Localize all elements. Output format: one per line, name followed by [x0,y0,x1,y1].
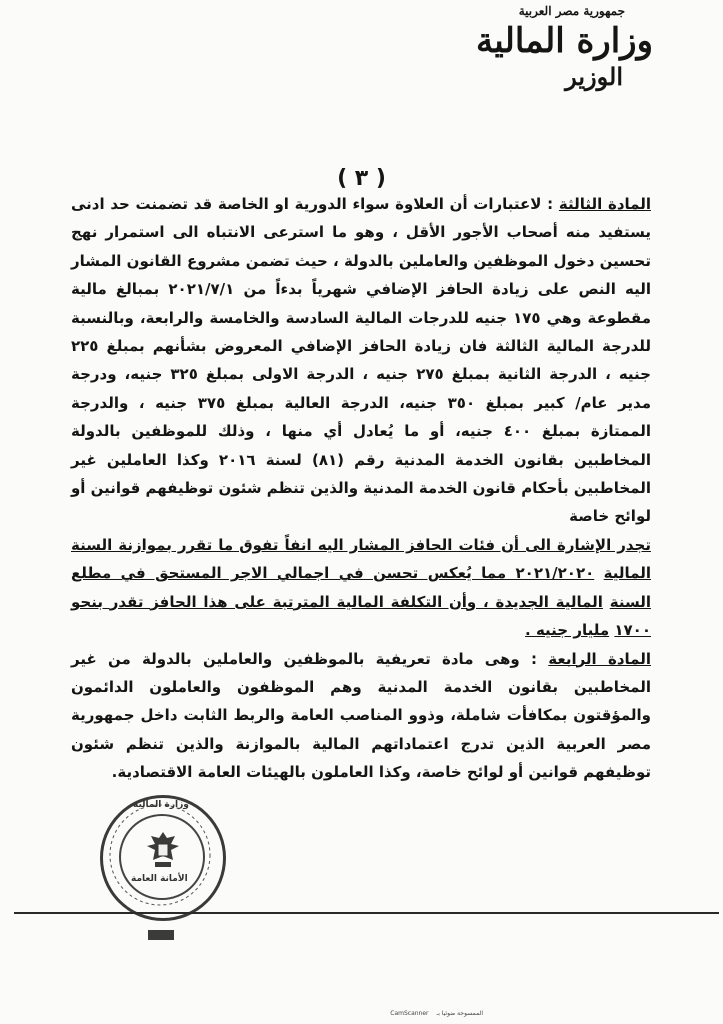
scanner-text: الممسوحة ضوئيا بـ [436,1010,483,1017]
reference-line-1: تجدر الإشارة الى أن فئات الحافز المشار اليه انفاً تفوق ما تقرر بموازنة السنة المالية [71,535,651,583]
reference-paragraph [71,531,651,645]
document-body [71,190,651,787]
article-3-text: : لاعتبارات أن العلاوة سواء الدورية او الخاصة قد تضمنت حد ادنى يستفيد منه أصحاب الأجور الأقل ، وهو ما استرعى الانتباه الى استمرار نهج تحسين دخول الموظفين والعاملين بالدولة ، حيث تضمن مشروع القانون المشار اليه النص على زيادة الحافز الإضافي شهرياً بدءاً من ٢٠٢١/٧/١ بمبالغ مالية مقطوعة وهي ١٧٥ جنيه للدرجات المالية السادسة والخامسة والرابعة، وبالنسبة للدرجة المالية الثالثة فان زيادة الحافز الإضافي المعروض بشأنهم بمبلغ ٢٢٥ جنيه ، الدرجة الثانية بمبلغ ٢٧٥ جنيه ، الدرجة الاولى بمبلغ ٣٢٥ جنيه، ودرجة مدير عام/ كبير بمبلغ ٣٥٠ جنيه، الدرجة العالية بمبلغ ٣٧٥ جنيه ، والدرجة الممتازة بمبلغ ٤٠٠ جنيه، أو ما يُعادل أي منها ، وذلك للموظفين بالدولة المخاطبين بقانون الخدمة المدنية رقم (٨١) لسنة ٢٠١٦ وكذا العاملين غير المخاطبين بأحكام قانون الخدمة المدنية والذين تنظم شئون توظيفهم قوانين أو لوائح خاصة [70,195,652,526]
article-3-paragraph [71,190,651,531]
official-seal [100,795,226,921]
reference-line-2: ٢٠٢١/٢٠٢٠ مما يُعكس تحسن في اجمالي الاجر المستحق في مطلع السنة [71,564,651,611]
reference-line-3: المالية الجديدة ، وأن التكلفة المالية المترتبة على هذا الحافز تقدر بنحو ١٧٠٠ [71,592,651,640]
stamp-mark [148,930,174,940]
article-4-title: المادة الرابعة [548,649,651,668]
republic-name: جمهورية مصر العربية [518,4,625,18]
minister-title: الوزير [565,62,623,91]
signature-line [14,912,719,914]
article-3-title: المادة الثالثة [558,195,651,213]
article-4-paragraph [71,645,651,787]
scanner-app-name: CamScanner [390,1010,429,1017]
seal-inner-text: الأمانة العامة [131,874,188,884]
ministry-name: وزارة المالية [475,21,653,61]
reference-line-4: مليار جنيه . [525,621,610,640]
scanner-footer [384,1010,483,1017]
seal-inner-circle [119,814,205,900]
seal-ring-text: وزارة المالية [133,800,189,810]
eagle-emblem-icon [145,830,181,870]
article-4-text: : وهى مادة تعريفية بالموظفين والعاملين بالدولة من غير المخاطبين بقانون الخدمة المدنية وهم الموظفون والعاملون الدائمون والمؤقتون بمكافأت شاملة، وذوو المناصب العامة والربط الثابت داخل جمهورية مصر العربية الذين تدرج اعتماداتهم المالية بالموازنة والذين تنظم شئون توظيفهم قوانين أو لوائح خاصة، وكذا العاملون بالهيئات العامة الاقتصادية. [71,649,651,782]
page-number: ( ٣ ) [337,166,386,191]
letterhead [453,4,653,91]
